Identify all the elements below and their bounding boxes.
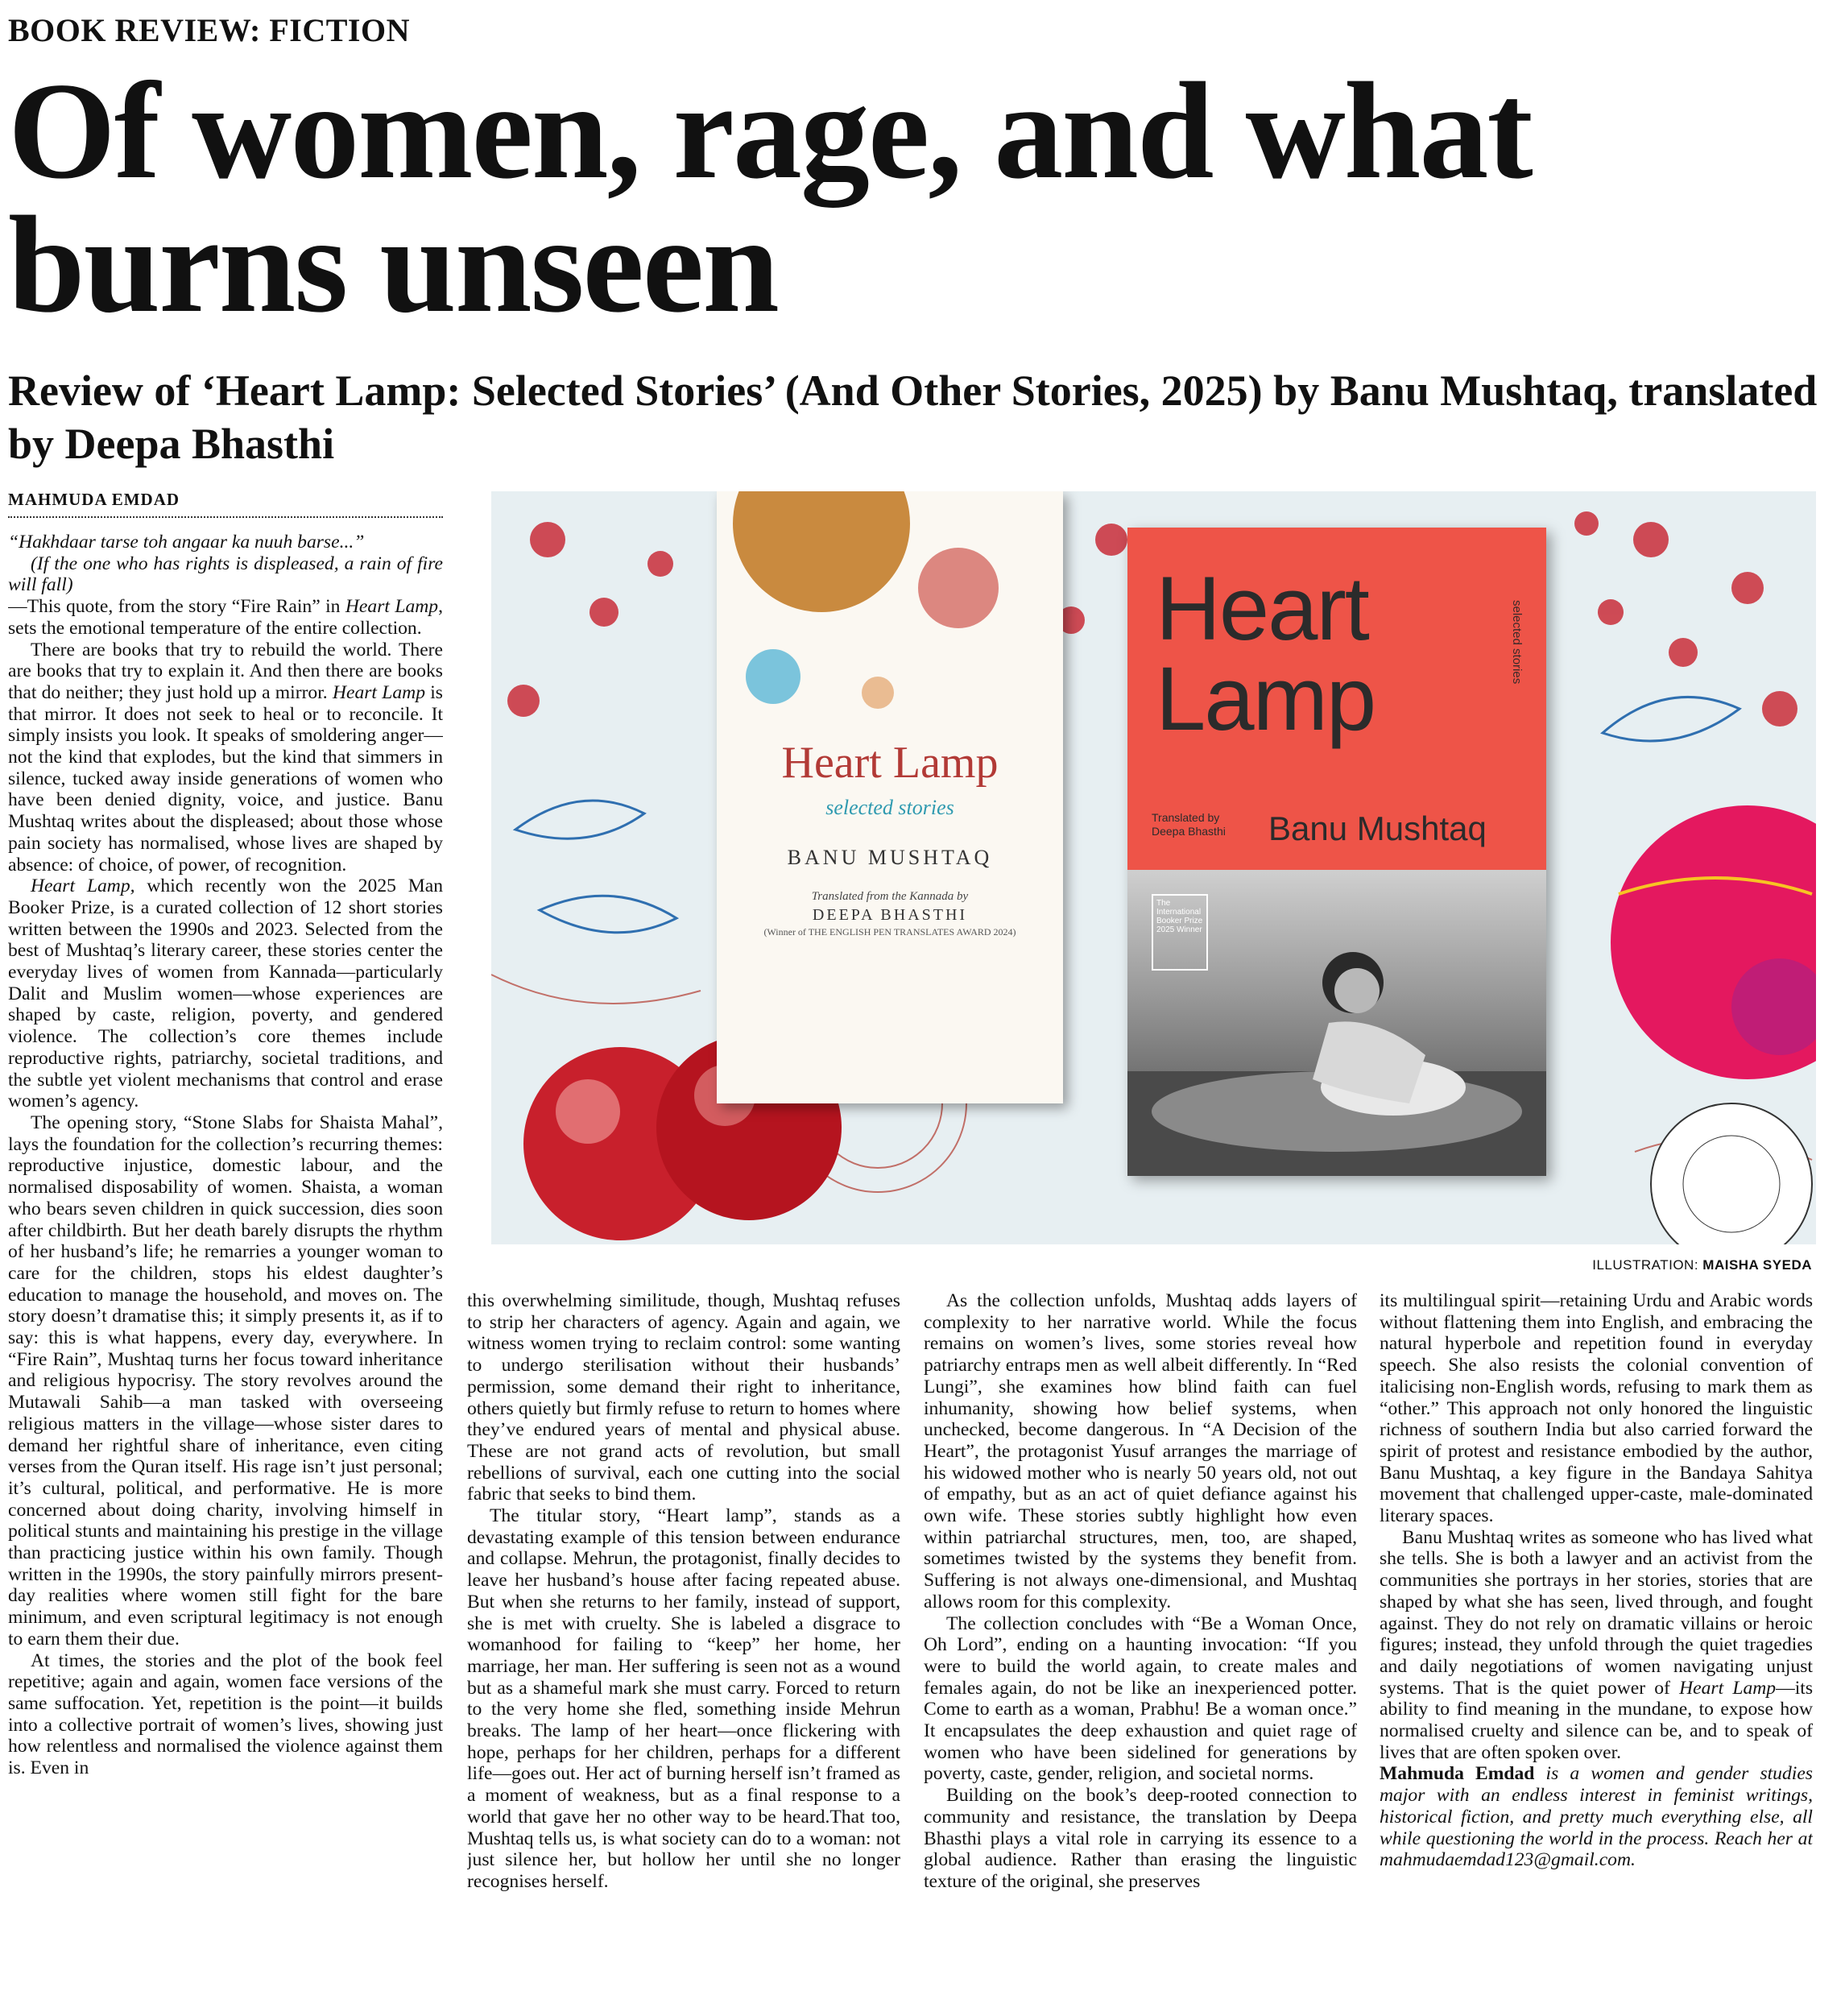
text-run: —its ability to find meaning in the mundane, to expose how normalised cruelty and silence can be, and to speak of lives that are often spoken over. (1380, 1677, 1813, 1763)
text-run: which recently won the 2025 Man Booker Prize, is a curated collection of 12 short stories written between the 1990s and 2023. Selected from the best of Mushtaq’s literary career, these stories center the everyday lives of women from Kannada—particularly Dalit and Muslim women—whose experiences are shaped by caste, religion, poverty, and gendered violence. The collection’s core themes include reproductive rights, patriarchy, societal traditions, and the subtle yet violent mechanisms that control and erase women’s agency. (8, 876, 443, 1112)
section-kicker: BOOK REVIEW: FICTION (8, 12, 410, 48)
article-column-1 (8, 532, 443, 2002)
illustration (491, 491, 1816, 1244)
bio-name: Mahmuda Emdad (1380, 1763, 1535, 1785)
paragraph (8, 596, 443, 639)
book-right-translated-by: Translated by (1152, 811, 1220, 824)
book-title-italic: Heart Lamp, (31, 876, 135, 897)
book-right-translator-block (1152, 811, 1226, 838)
text-run: There are books that try to rebuild the world. There are books that try to explain it. And then there are books that do neither; they just hold up a mirror. (8, 639, 443, 703)
byline: MAHMUDA EMDAD (8, 490, 443, 518)
illustration-credit (1514, 1257, 1812, 1273)
book-right-author: Banu Mushtaq (1268, 809, 1487, 847)
subheadline: Review of ‘Heart Lamp: Selected Stories’ (And Other Stories, 2025) by Banu Mushtaq, translated by Deepa Bhasthi (8, 366, 1818, 468)
paragraph (1380, 1527, 1813, 1764)
text-run: Banu Mushtaq writes as someone who has lived what she tells. She is both a lawyer and an activist from the communities she portrays in her stories, stories that are shaped by what she has seen, lived through, and fought against. They do not rely on dramatic villains or heroic figures; instead, they unfold through the quiet tragedies and daily negotiations of women navigating unjust systems. That is the quiet power of (1380, 1526, 1813, 1699)
paragraph (8, 876, 443, 1112)
paragraph: Building on the book’s deep-rooted connection to community and resistance, the translation by Deepa Bhasthi plays a vital role in carrying its essence to a global audience. Rather than erasing the linguistic texture of the original, she preserves (924, 1785, 1357, 1892)
book-title-italic: Heart Lamp (345, 596, 439, 618)
paragraph (8, 640, 443, 876)
book-right-title-line2: Lamp (1156, 648, 1375, 749)
prize-badge: The International Booker Prize 2025 Winner (1152, 894, 1208, 971)
book-title-italic: Heart Lamp (1679, 1677, 1777, 1699)
author-photo (1127, 870, 1546, 1176)
paragraph: The opening story, “Stone Slabs for Shaista Mahal”, lays the foundation for the collection’s recurring themes: reproductive injustice, domestic labour, and the normalised disposability of women. Shaista, a woman who bears seven children in quick succession, dies soon after childbirth. But her death barely disrupts the rhythm of her husband’s life; he remarries a younger woman to care for the children, stops his eldest daughter’s education to manage the household, and moves on. The story doesn’t dramatise this; it simply presents it, as if to say: this is what happens, every day, everywhere. In “Fire Rain”, Mushtaq turns her focus toward inheritance and religious hypocrisy. The story revolves around the Mutawali Sahib—a man tasked with overseeing religious matters in the village—whose sister dares to demand her rightful share of inheritance, even citing verses from the Quran itself. His rage isn’t just personal; it’s cultural, political, and performative. He is more concerned about doing charity, involving himself in political stunts and maintaining his prestige in the village than practicing justice within his own family. Though written in the 1990s, the story painfully mirrors present-day realities where women still fight for the bare minimum, and even scriptural legitimacy is not enough to earn them their due. (8, 1111, 443, 1650)
book-cover-left (717, 491, 1063, 1103)
book-right-title (1156, 558, 1375, 749)
article-column-2 (467, 1290, 900, 2002)
book-left-author: BANU MUSHTAQ (787, 846, 993, 869)
book-left-award: (Winner of THE ENGLISH PEN TRANSLATES AWARD 2024) (763, 926, 1016, 938)
paragraph: As the collection unfolds, Mushtaq adds layers of complexity to her narrative world. While the focus remains on women’s lives, some stories reveal how patriarchy entraps men as well albeit differently. In “Red Lungi”, she examines how blind faith can fuel inhumanity, showing how belief systems, when unchecked, become dangerous. In “A Decision of the Heart”, the protagonist Yusuf arranges the marriage of his widowed mother who is nearly 50 years old, not out of empathy, but as an act of quiet defiance against his own wife. These stories subtly highlight how even within patriarchal structures, men, too, are shaped, sometimes twisted by the systems they benefit from. Suffering is not always one-dimensional, and Mushtaq allows room for this complexity. (924, 1290, 1357, 1612)
book-right-translator: Deepa Bhasthi (1152, 825, 1226, 838)
article-column-4 (1380, 1290, 1813, 2002)
book-left-title: Heart Lamp (781, 738, 999, 788)
text-run: , sets the emotional temperature of the entire collection. (8, 596, 443, 639)
opening-quote: “Hakhdaar tarse toh angaar ka nuuh barse...” (8, 532, 365, 553)
book-left-subtitle: selected stories (825, 796, 954, 819)
paragraph: this overwhelming similitude, though, Mushtaq refuses to strip her characters of agency. Again and again, we witness women trying to reclaim control: some wanting to undergo sterilisation without their husbands’ permission, some demand their right to inheritance, others quietly but firmly refuse to return to homes where they’ve endured years of mental and physical abuse. These are not grand acts of revolution, but small rebellions of survival, each one cutting into the social fabric that seeks to bind them. (467, 1290, 900, 1505)
quote-translation: (If the one who has rights is displeased, a rain of fire will fall) (8, 553, 443, 596)
book-cover-right (1127, 528, 1546, 1176)
book-left-translator: DEEPA BHASTHI (812, 906, 968, 924)
article-column-3 (924, 1290, 1357, 2002)
book-right-side-text: selected stories (1510, 600, 1524, 685)
paragraph: its multilingual spirit—retaining Urdu and Arabic words without flattening them into English, and embracing the natural hyperbole and repetition found in everyday speech. She also resists the colonial convention of italicising non-English words, refusing to mark them as “other.” This approach not only honored the linguistic richness of southern India but also carried forward the spirit of protest and resistance embodied by the author, Banu Mushtaq, a key figure in the Bandaya Sahitya movement that challenged upper-caste, male-dominated literary spaces. (1380, 1290, 1813, 1527)
author-bio (1380, 1763, 1813, 1871)
text-run: is that mirror. It does not seek to heal or to reconcile. It simply insists you look. It speaks of smoldering anger—not the kind that explodes, but the kind that simmers in silence, tucked away inside generations of women who have been denied dignity, voice, and justice. Banu Mushtaq writes about the displeased; about those whose pain society has normalised, whose lives are shaped by absence: of choice, of power, of recognition. (8, 681, 443, 876)
book-title-italic: Heart Lamp (332, 681, 425, 703)
book-right-title-line1: Heart (1156, 558, 1368, 659)
text-run: —This quote, from the story “Fire Rain” in (8, 596, 345, 618)
credit-label: ILLUSTRATION: (1592, 1257, 1699, 1273)
cover-art-icon (717, 491, 1063, 717)
book-left-translated-line: Translated from the Kannada by (811, 890, 969, 903)
credit-name: MAISHA SYEDA (1702, 1257, 1812, 1273)
paragraph: The collection concludes with “Be a Woman Once, Oh Lord”, ending on a haunting invocation: “If you were to build the world again, to create males and females again, do not be like an inexperienced potter. Come to earth as a woman, Prabhu! Be a woman once.” It encapsulates the deep exhaustion and quiet rage of women who have been sidelined for generations by poverty, caste, gender, religion, and societal norms. (924, 1612, 1357, 1785)
headline: Of women, rage, and what burns unseen (8, 55, 1532, 342)
paragraph: At times, the stories and the plot of the book feel repetitive; again and again, women face versions of the same suffocation. Yet, repetition is the point—it builds into a collective portrait of women’s lives, showing just how relentless and normalised the violence against them is. Even in (8, 1650, 443, 1779)
bio-text: is a women and gender studies major with an endless interest in feminist writings, historical fiction, and pretty much everything else, all while questioning the world in the process. Reach her at mahmudaemdad123@gmail.com. (1380, 1763, 1813, 1871)
paragraph: The titular story, “Heart lamp”, stands as a devastating example of this tension between endurance and collapse. Mehrun, the protagonist, finally decides to leave her husband’s house after facing repeated abuse. But when she returns to her family, instead of support, she is met with cruelty. She is labeled a disgrace to womanhood for failing to “keep” her home, her marriage, her man. Her suffering is seen not as a wound but as a shameful mark she must carry. Forced to return to the very home she fled, something inside Mehrun breaks. The lamp of her heart—once flickering with hope, perhaps for her children, perhaps for a different life—goes out. Her act of burning herself isn’t framed as a moment of weakness, but as a final response to a world that gave her no other way to be heard.That too, Mushtaq tells us, is what society can do to a woman: not just silence her, but hollow her until she no longer recognises herself. (467, 1505, 900, 1892)
